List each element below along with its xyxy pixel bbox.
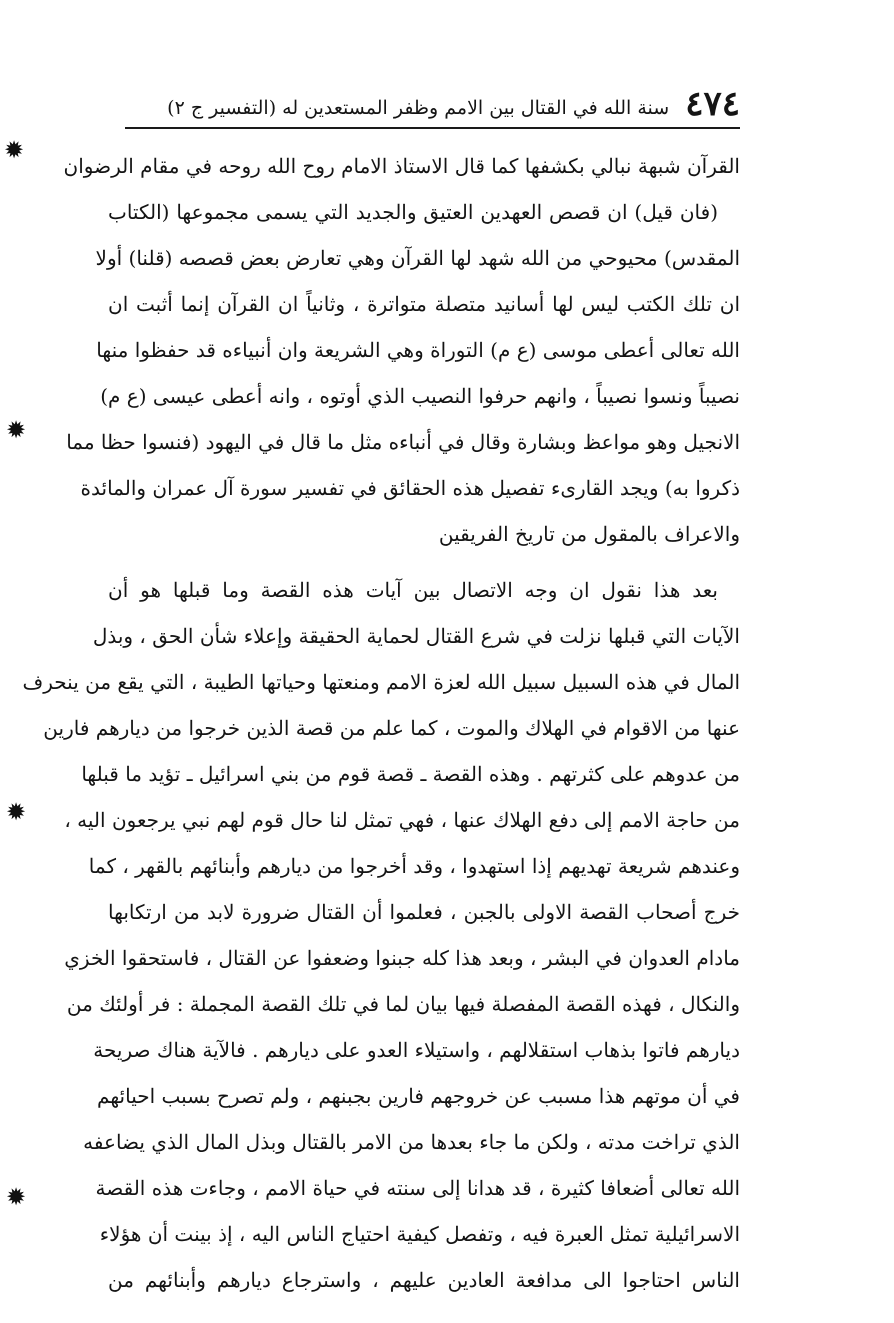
text-line: ديارهم فاتوا بذهاب استقلالهم ، واستيلاء العدو على ديارهم . فالآية هناك صريحة (93, 1038, 740, 1062)
page-header (125, 80, 740, 124)
text-line: عنها من الاقوام في الهلاك والموت ، كما علم من قصة الذين خرجوا من ديارهم فارين (43, 716, 740, 740)
text-line: في أن موتهم هذا مسبب عن خروجهم فارين بجبنهم ، ولم تصرح بسبب احيائهم (97, 1084, 740, 1108)
margin-mark-icon: ✹ (6, 798, 27, 826)
text-line: الانجيل وهو مواعظ وبشارة وقال في أنباءه مثل ما قال في اليهود (فنسوا حظا مما (66, 430, 740, 454)
text-line: الآيات التي قبلها نزلت في شرع القتال لحماية الحقيقة وإعلاء شأن الحق ، وبذل (92, 624, 740, 648)
text-line: المال في هذه السبيل سبيل الله لعزة الامم ومنعتها وحياتها الطيبة ، التي يقع من ينحرف (22, 670, 740, 694)
text-line: ذكروا به) ويجد القارىء تفصيل هذه الحقائق في تفسير سورة آل عمران والمائدة (80, 476, 740, 500)
text-line: مادام العدوان في البشر ، وبعد هذا كله جبنوا وضعفوا عن القتال ، فاستحقوا الخزي (64, 946, 740, 970)
text-line: الله تعالى أعطى موسى (ع م) التوراة وهي الشريعة وان أنبياءه قد حفظوا منها (96, 338, 740, 362)
text-line: بعد هذا نقول ان وجه الاتصال بين آيات هذه القصة وما قبلها هو أن (108, 578, 718, 602)
text-line: من عدوهم على كثرتهم . وهذه القصة ـ قصة قوم من بني اسرائيل ـ تؤيد ما قبلها (81, 762, 740, 786)
text-line: الذي تراخت مدته ، ولكن ما جاء بعدها من الامر بالقتال وبذل المال الذي يضاعفه (83, 1130, 740, 1154)
text-line: خرج أصحاب القصة الاولى بالجبن ، فعلموا أن القتال ضرورة لابد من ارتكابها (108, 900, 740, 924)
text-line: (فان قيل) ان قصص العهدين العتيق والجديد التي يسمى مجموعها (الكتاب (108, 200, 718, 224)
page-number: ٤٧٤ (685, 84, 740, 124)
text-line: من حاجة الامم إلى دفع الهلاك عنها ، فهي تمثل لنا حال قوم لهم نبي يرجعون اليه ، (64, 808, 740, 832)
text-line: والنكال ، فهذه القصة المفصلة فيها بيان لما في تلك القصة المجملة : فر أولئك من (66, 992, 740, 1016)
header-rule (125, 127, 740, 129)
running-title: سنة الله في القتال بين الامم وظفر المستعدين له (التفسير ج ٢) (167, 97, 670, 119)
margin-mark-icon: ✹ (4, 136, 25, 164)
text-line: الناس احتاجوا الى مدافعة العادين عليهم ، واسترجاع ديارهم وأبنائهم من (108, 1268, 740, 1292)
paragraph (22, 567, 740, 1303)
margin-mark-icon: ✹ (6, 416, 27, 444)
text-line: القرآن شبهة نبالي بكشفها كما قال الاستاذ الامام روح الله روحه في مقام الرضوان (63, 154, 740, 178)
text-line: وعندهم شريعة تهديهم إذا استهدوا ، وقد أخرجوا من ديارهم وأبنائهم بالقهر ، كما (88, 854, 740, 878)
text-line: والاعراف بالمقول من تاريخ الفريقين (438, 522, 740, 546)
margin-mark-icon: ✹ (6, 1183, 27, 1211)
body-text (22, 143, 740, 1303)
text-line: نصيباً ونسوا نصيباً ، وانهم حرفوا النصيب الذي أوتوه ، وانه أعطى عيسى (ع م) (100, 384, 740, 408)
paragraph (63, 143, 740, 557)
text-line: الاسرائيلية تمثل العبرة فيه ، وتفصل كيفية احتياج الناس اليه ، إذ بينت أن هؤلاء (99, 1222, 740, 1246)
text-line: ان تلك الكتب ليس لها أسانيد متصلة متواترة ، وثانياً ان القرآن إنما أثبت ان (108, 292, 740, 316)
text-line: المقدس) محيوحي من الله شهد لها القرآن وهي تعارض بعض قصصه (قلنا) أولا (95, 246, 740, 270)
paragraph-gap (108, 557, 740, 567)
text-line: الله تعالى أضعافا كثيرة ، قد هدانا إلى سنته في حياة الامم ، وجاءت هذه القصة (95, 1176, 740, 1200)
